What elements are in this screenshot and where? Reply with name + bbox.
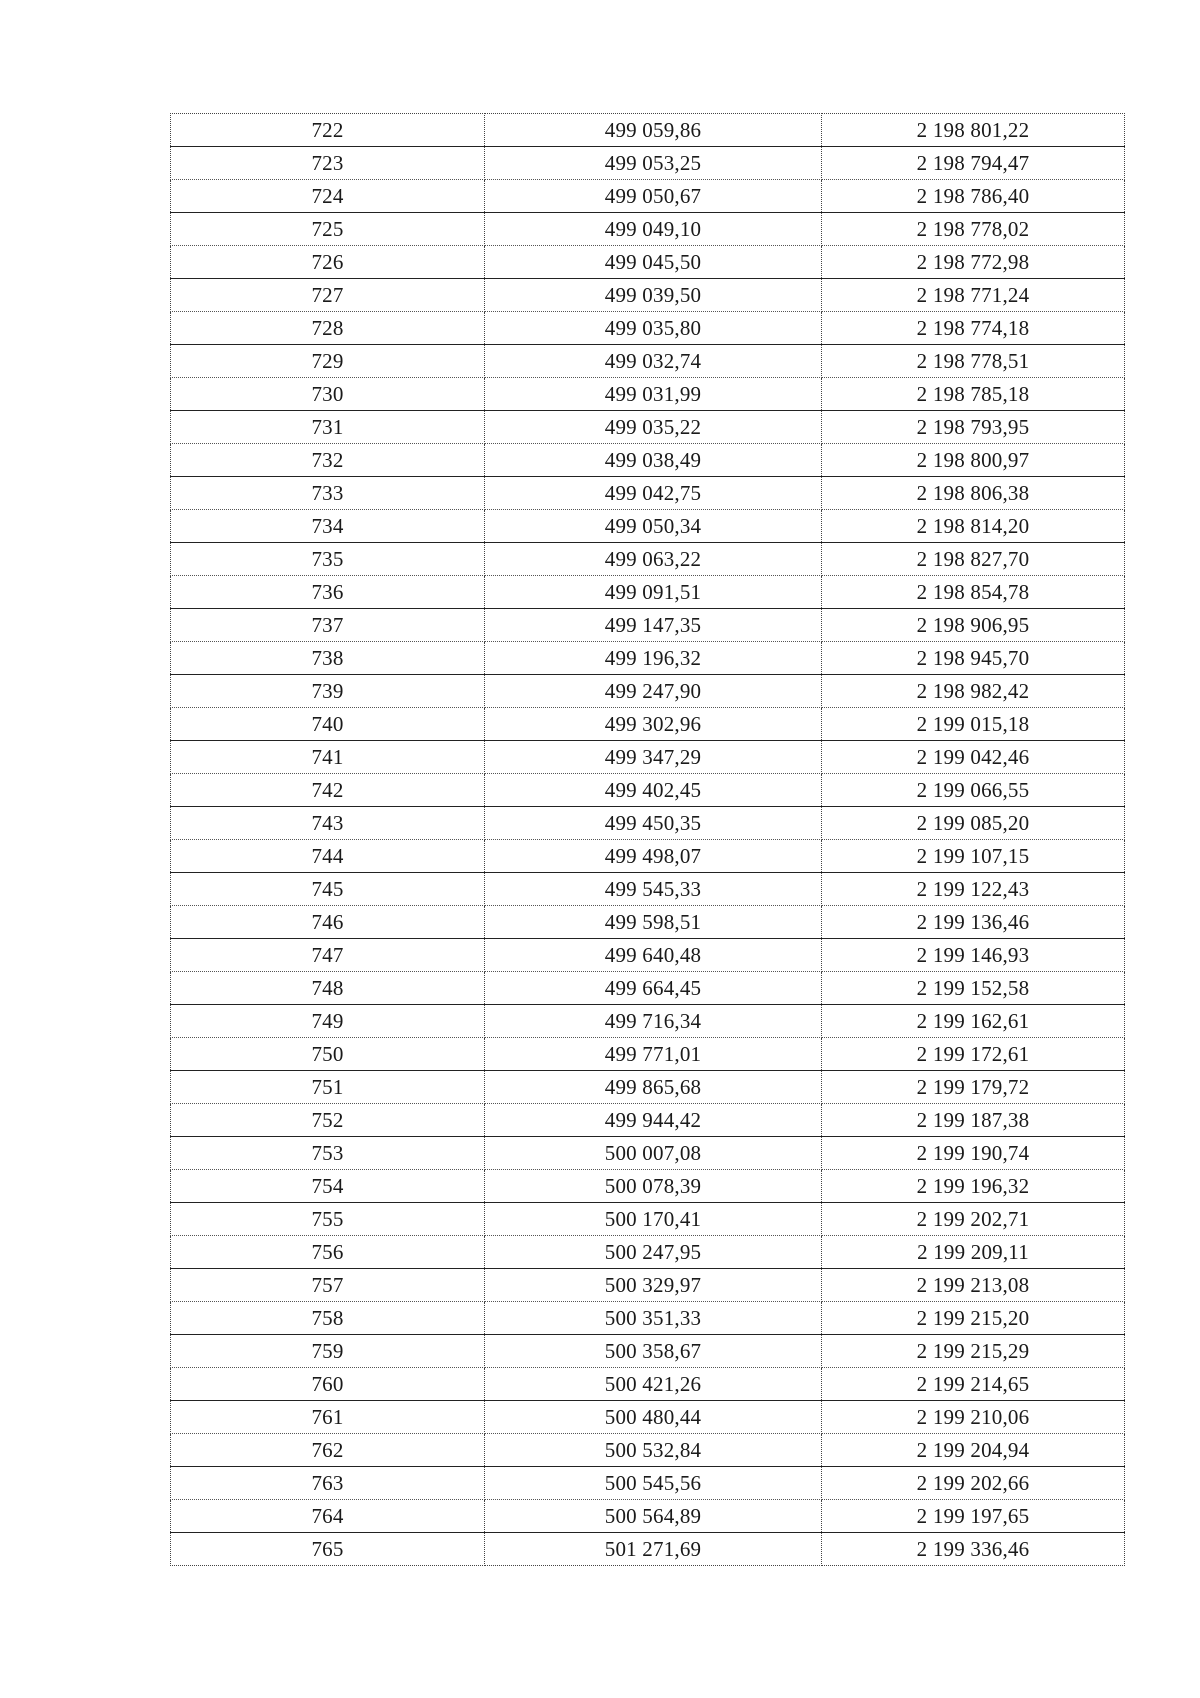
point-number-cell: 737 bbox=[171, 609, 485, 642]
point-number-cell: 729 bbox=[171, 345, 485, 378]
y-coordinate-cell: 2 199 215,20 bbox=[822, 1302, 1125, 1335]
table-row bbox=[171, 741, 1125, 774]
table-row bbox=[171, 1005, 1125, 1038]
y-coordinate-cell: 2 199 107,15 bbox=[822, 840, 1125, 873]
x-coordinate-cell: 499 091,51 bbox=[485, 576, 822, 609]
y-coordinate-cell: 2 199 015,18 bbox=[822, 708, 1125, 741]
y-coordinate-cell: 2 199 196,32 bbox=[822, 1170, 1125, 1203]
table-row bbox=[171, 345, 1125, 378]
point-number-cell: 765 bbox=[171, 1533, 485, 1566]
x-coordinate-cell: 499 664,45 bbox=[485, 972, 822, 1005]
table-row bbox=[171, 1038, 1125, 1071]
y-coordinate-cell: 2 199 214,65 bbox=[822, 1368, 1125, 1401]
table-row bbox=[171, 1071, 1125, 1104]
table-row bbox=[171, 1203, 1125, 1236]
point-number-cell: 755 bbox=[171, 1203, 485, 1236]
table-row bbox=[171, 510, 1125, 543]
table-row bbox=[171, 708, 1125, 741]
point-number-cell: 744 bbox=[171, 840, 485, 873]
table-row bbox=[171, 477, 1125, 510]
y-coordinate-cell: 2 199 152,58 bbox=[822, 972, 1125, 1005]
y-coordinate-cell: 2 199 136,46 bbox=[822, 906, 1125, 939]
point-number-cell: 757 bbox=[171, 1269, 485, 1302]
point-number-cell: 742 bbox=[171, 774, 485, 807]
y-coordinate-cell: 2 199 085,20 bbox=[822, 807, 1125, 840]
point-number-cell: 730 bbox=[171, 378, 485, 411]
point-number-cell: 761 bbox=[171, 1401, 485, 1434]
point-number-cell: 741 bbox=[171, 741, 485, 774]
point-number-cell: 732 bbox=[171, 444, 485, 477]
point-number-cell: 764 bbox=[171, 1500, 485, 1533]
x-coordinate-cell: 499 716,34 bbox=[485, 1005, 822, 1038]
table-row bbox=[171, 1236, 1125, 1269]
y-coordinate-cell: 2 199 202,71 bbox=[822, 1203, 1125, 1236]
y-coordinate-cell: 2 199 190,74 bbox=[822, 1137, 1125, 1170]
y-coordinate-cell: 2 198 827,70 bbox=[822, 543, 1125, 576]
y-coordinate-cell: 2 199 202,66 bbox=[822, 1467, 1125, 1500]
table-row bbox=[171, 840, 1125, 873]
y-coordinate-cell: 2 198 800,97 bbox=[822, 444, 1125, 477]
table-row bbox=[171, 246, 1125, 279]
point-number-cell: 762 bbox=[171, 1434, 485, 1467]
x-coordinate-cell: 499 865,68 bbox=[485, 1071, 822, 1104]
point-number-cell: 749 bbox=[171, 1005, 485, 1038]
point-number-cell: 735 bbox=[171, 543, 485, 576]
y-coordinate-cell: 2 198 945,70 bbox=[822, 642, 1125, 675]
point-number-cell: 724 bbox=[171, 180, 485, 213]
point-number-cell: 733 bbox=[171, 477, 485, 510]
coordinates-table-body bbox=[171, 114, 1125, 1566]
point-number-cell: 745 bbox=[171, 873, 485, 906]
table-row bbox=[171, 1335, 1125, 1368]
y-coordinate-cell: 2 198 794,47 bbox=[822, 147, 1125, 180]
point-number-cell: 750 bbox=[171, 1038, 485, 1071]
point-number-cell: 759 bbox=[171, 1335, 485, 1368]
coordinates-table bbox=[170, 113, 1125, 1566]
y-coordinate-cell: 2 199 042,46 bbox=[822, 741, 1125, 774]
x-coordinate-cell: 499 347,29 bbox=[485, 741, 822, 774]
table-row bbox=[171, 444, 1125, 477]
table-row bbox=[171, 1302, 1125, 1335]
point-number-cell: 743 bbox=[171, 807, 485, 840]
y-coordinate-cell: 2 198 982,42 bbox=[822, 675, 1125, 708]
point-number-cell: 723 bbox=[171, 147, 485, 180]
table-row bbox=[171, 378, 1125, 411]
x-coordinate-cell: 500 545,56 bbox=[485, 1467, 822, 1500]
point-number-cell: 751 bbox=[171, 1071, 485, 1104]
point-number-cell: 758 bbox=[171, 1302, 485, 1335]
x-coordinate-cell: 499 031,99 bbox=[485, 378, 822, 411]
table-row bbox=[171, 807, 1125, 840]
x-coordinate-cell: 499 050,67 bbox=[485, 180, 822, 213]
x-coordinate-cell: 499 450,35 bbox=[485, 807, 822, 840]
y-coordinate-cell: 2 198 772,98 bbox=[822, 246, 1125, 279]
y-coordinate-cell: 2 198 786,40 bbox=[822, 180, 1125, 213]
y-coordinate-cell: 2 199 179,72 bbox=[822, 1071, 1125, 1104]
x-coordinate-cell: 501 271,69 bbox=[485, 1533, 822, 1566]
point-number-cell: 740 bbox=[171, 708, 485, 741]
table-row bbox=[171, 543, 1125, 576]
x-coordinate-cell: 499 035,22 bbox=[485, 411, 822, 444]
point-number-cell: 736 bbox=[171, 576, 485, 609]
point-number-cell: 763 bbox=[171, 1467, 485, 1500]
x-coordinate-cell: 499 039,50 bbox=[485, 279, 822, 312]
x-coordinate-cell: 499 944,42 bbox=[485, 1104, 822, 1137]
table-row bbox=[171, 1269, 1125, 1302]
x-coordinate-cell: 500 007,08 bbox=[485, 1137, 822, 1170]
table-row bbox=[171, 312, 1125, 345]
point-number-cell: 739 bbox=[171, 675, 485, 708]
point-number-cell: 734 bbox=[171, 510, 485, 543]
y-coordinate-cell: 2 199 146,93 bbox=[822, 939, 1125, 972]
table-row bbox=[171, 609, 1125, 642]
y-coordinate-cell: 2 198 778,51 bbox=[822, 345, 1125, 378]
y-coordinate-cell: 2 199 187,38 bbox=[822, 1104, 1125, 1137]
table-row bbox=[171, 972, 1125, 1005]
x-coordinate-cell: 499 035,80 bbox=[485, 312, 822, 345]
point-number-cell: 754 bbox=[171, 1170, 485, 1203]
x-coordinate-cell: 499 302,96 bbox=[485, 708, 822, 741]
y-coordinate-cell: 2 199 210,06 bbox=[822, 1401, 1125, 1434]
point-number-cell: 748 bbox=[171, 972, 485, 1005]
point-number-cell: 753 bbox=[171, 1137, 485, 1170]
point-number-cell: 746 bbox=[171, 906, 485, 939]
table-row bbox=[171, 114, 1125, 147]
y-coordinate-cell: 2 199 162,61 bbox=[822, 1005, 1125, 1038]
point-number-cell: 756 bbox=[171, 1236, 485, 1269]
y-coordinate-cell: 2 198 814,20 bbox=[822, 510, 1125, 543]
y-coordinate-cell: 2 199 213,08 bbox=[822, 1269, 1125, 1302]
x-coordinate-cell: 499 247,90 bbox=[485, 675, 822, 708]
x-coordinate-cell: 499 045,50 bbox=[485, 246, 822, 279]
y-coordinate-cell: 2 198 771,24 bbox=[822, 279, 1125, 312]
y-coordinate-cell: 2 199 197,65 bbox=[822, 1500, 1125, 1533]
y-coordinate-cell: 2 199 336,46 bbox=[822, 1533, 1125, 1566]
x-coordinate-cell: 499 063,22 bbox=[485, 543, 822, 576]
table-row bbox=[171, 1467, 1125, 1500]
y-coordinate-cell: 2 199 122,43 bbox=[822, 873, 1125, 906]
y-coordinate-cell: 2 198 854,78 bbox=[822, 576, 1125, 609]
table-row bbox=[171, 1533, 1125, 1566]
table-row bbox=[171, 1170, 1125, 1203]
x-coordinate-cell: 500 358,67 bbox=[485, 1335, 822, 1368]
y-coordinate-cell: 2 199 215,29 bbox=[822, 1335, 1125, 1368]
table-row bbox=[171, 774, 1125, 807]
table-row bbox=[171, 147, 1125, 180]
x-coordinate-cell: 499 598,51 bbox=[485, 906, 822, 939]
y-coordinate-cell: 2 198 806,38 bbox=[822, 477, 1125, 510]
x-coordinate-cell: 499 050,34 bbox=[485, 510, 822, 543]
table-row bbox=[171, 213, 1125, 246]
point-number-cell: 726 bbox=[171, 246, 485, 279]
x-coordinate-cell: 500 247,95 bbox=[485, 1236, 822, 1269]
y-coordinate-cell: 2 198 801,22 bbox=[822, 114, 1125, 147]
table-row bbox=[171, 939, 1125, 972]
table-row bbox=[171, 1500, 1125, 1533]
x-coordinate-cell: 499 038,49 bbox=[485, 444, 822, 477]
x-coordinate-cell: 499 059,86 bbox=[485, 114, 822, 147]
y-coordinate-cell: 2 199 066,55 bbox=[822, 774, 1125, 807]
y-coordinate-cell: 2 198 778,02 bbox=[822, 213, 1125, 246]
x-coordinate-cell: 499 042,75 bbox=[485, 477, 822, 510]
table-row bbox=[171, 1401, 1125, 1434]
point-number-cell: 731 bbox=[171, 411, 485, 444]
x-coordinate-cell: 499 032,74 bbox=[485, 345, 822, 378]
table-row bbox=[171, 411, 1125, 444]
x-coordinate-cell: 499 196,32 bbox=[485, 642, 822, 675]
y-coordinate-cell: 2 198 785,18 bbox=[822, 378, 1125, 411]
x-coordinate-cell: 499 498,07 bbox=[485, 840, 822, 873]
table-row bbox=[171, 675, 1125, 708]
y-coordinate-cell: 2 199 209,11 bbox=[822, 1236, 1125, 1269]
table-row bbox=[171, 1137, 1125, 1170]
x-coordinate-cell: 499 053,25 bbox=[485, 147, 822, 180]
point-number-cell: 738 bbox=[171, 642, 485, 675]
point-number-cell: 752 bbox=[171, 1104, 485, 1137]
x-coordinate-cell: 499 640,48 bbox=[485, 939, 822, 972]
x-coordinate-cell: 499 545,33 bbox=[485, 873, 822, 906]
y-coordinate-cell: 2 198 906,95 bbox=[822, 609, 1125, 642]
x-coordinate-cell: 499 771,01 bbox=[485, 1038, 822, 1071]
x-coordinate-cell: 499 402,45 bbox=[485, 774, 822, 807]
x-coordinate-cell: 500 532,84 bbox=[485, 1434, 822, 1467]
table-row bbox=[171, 873, 1125, 906]
point-number-cell: 722 bbox=[171, 114, 485, 147]
table-row bbox=[171, 906, 1125, 939]
point-number-cell: 728 bbox=[171, 312, 485, 345]
point-number-cell: 747 bbox=[171, 939, 485, 972]
x-coordinate-cell: 500 564,89 bbox=[485, 1500, 822, 1533]
x-coordinate-cell: 500 351,33 bbox=[485, 1302, 822, 1335]
x-coordinate-cell: 500 421,26 bbox=[485, 1368, 822, 1401]
x-coordinate-cell: 500 170,41 bbox=[485, 1203, 822, 1236]
point-number-cell: 760 bbox=[171, 1368, 485, 1401]
x-coordinate-cell: 500 078,39 bbox=[485, 1170, 822, 1203]
table-row bbox=[171, 1368, 1125, 1401]
x-coordinate-cell: 499 049,10 bbox=[485, 213, 822, 246]
y-coordinate-cell: 2 198 793,95 bbox=[822, 411, 1125, 444]
y-coordinate-cell: 2 198 774,18 bbox=[822, 312, 1125, 345]
point-number-cell: 727 bbox=[171, 279, 485, 312]
table-row bbox=[171, 1434, 1125, 1467]
x-coordinate-cell: 499 147,35 bbox=[485, 609, 822, 642]
x-coordinate-cell: 500 329,97 bbox=[485, 1269, 822, 1302]
table-row bbox=[171, 642, 1125, 675]
y-coordinate-cell: 2 199 204,94 bbox=[822, 1434, 1125, 1467]
table-row bbox=[171, 576, 1125, 609]
y-coordinate-cell: 2 199 172,61 bbox=[822, 1038, 1125, 1071]
table-row bbox=[171, 1104, 1125, 1137]
x-coordinate-cell: 500 480,44 bbox=[485, 1401, 822, 1434]
point-number-cell: 725 bbox=[171, 213, 485, 246]
table-row bbox=[171, 279, 1125, 312]
table-row bbox=[171, 180, 1125, 213]
